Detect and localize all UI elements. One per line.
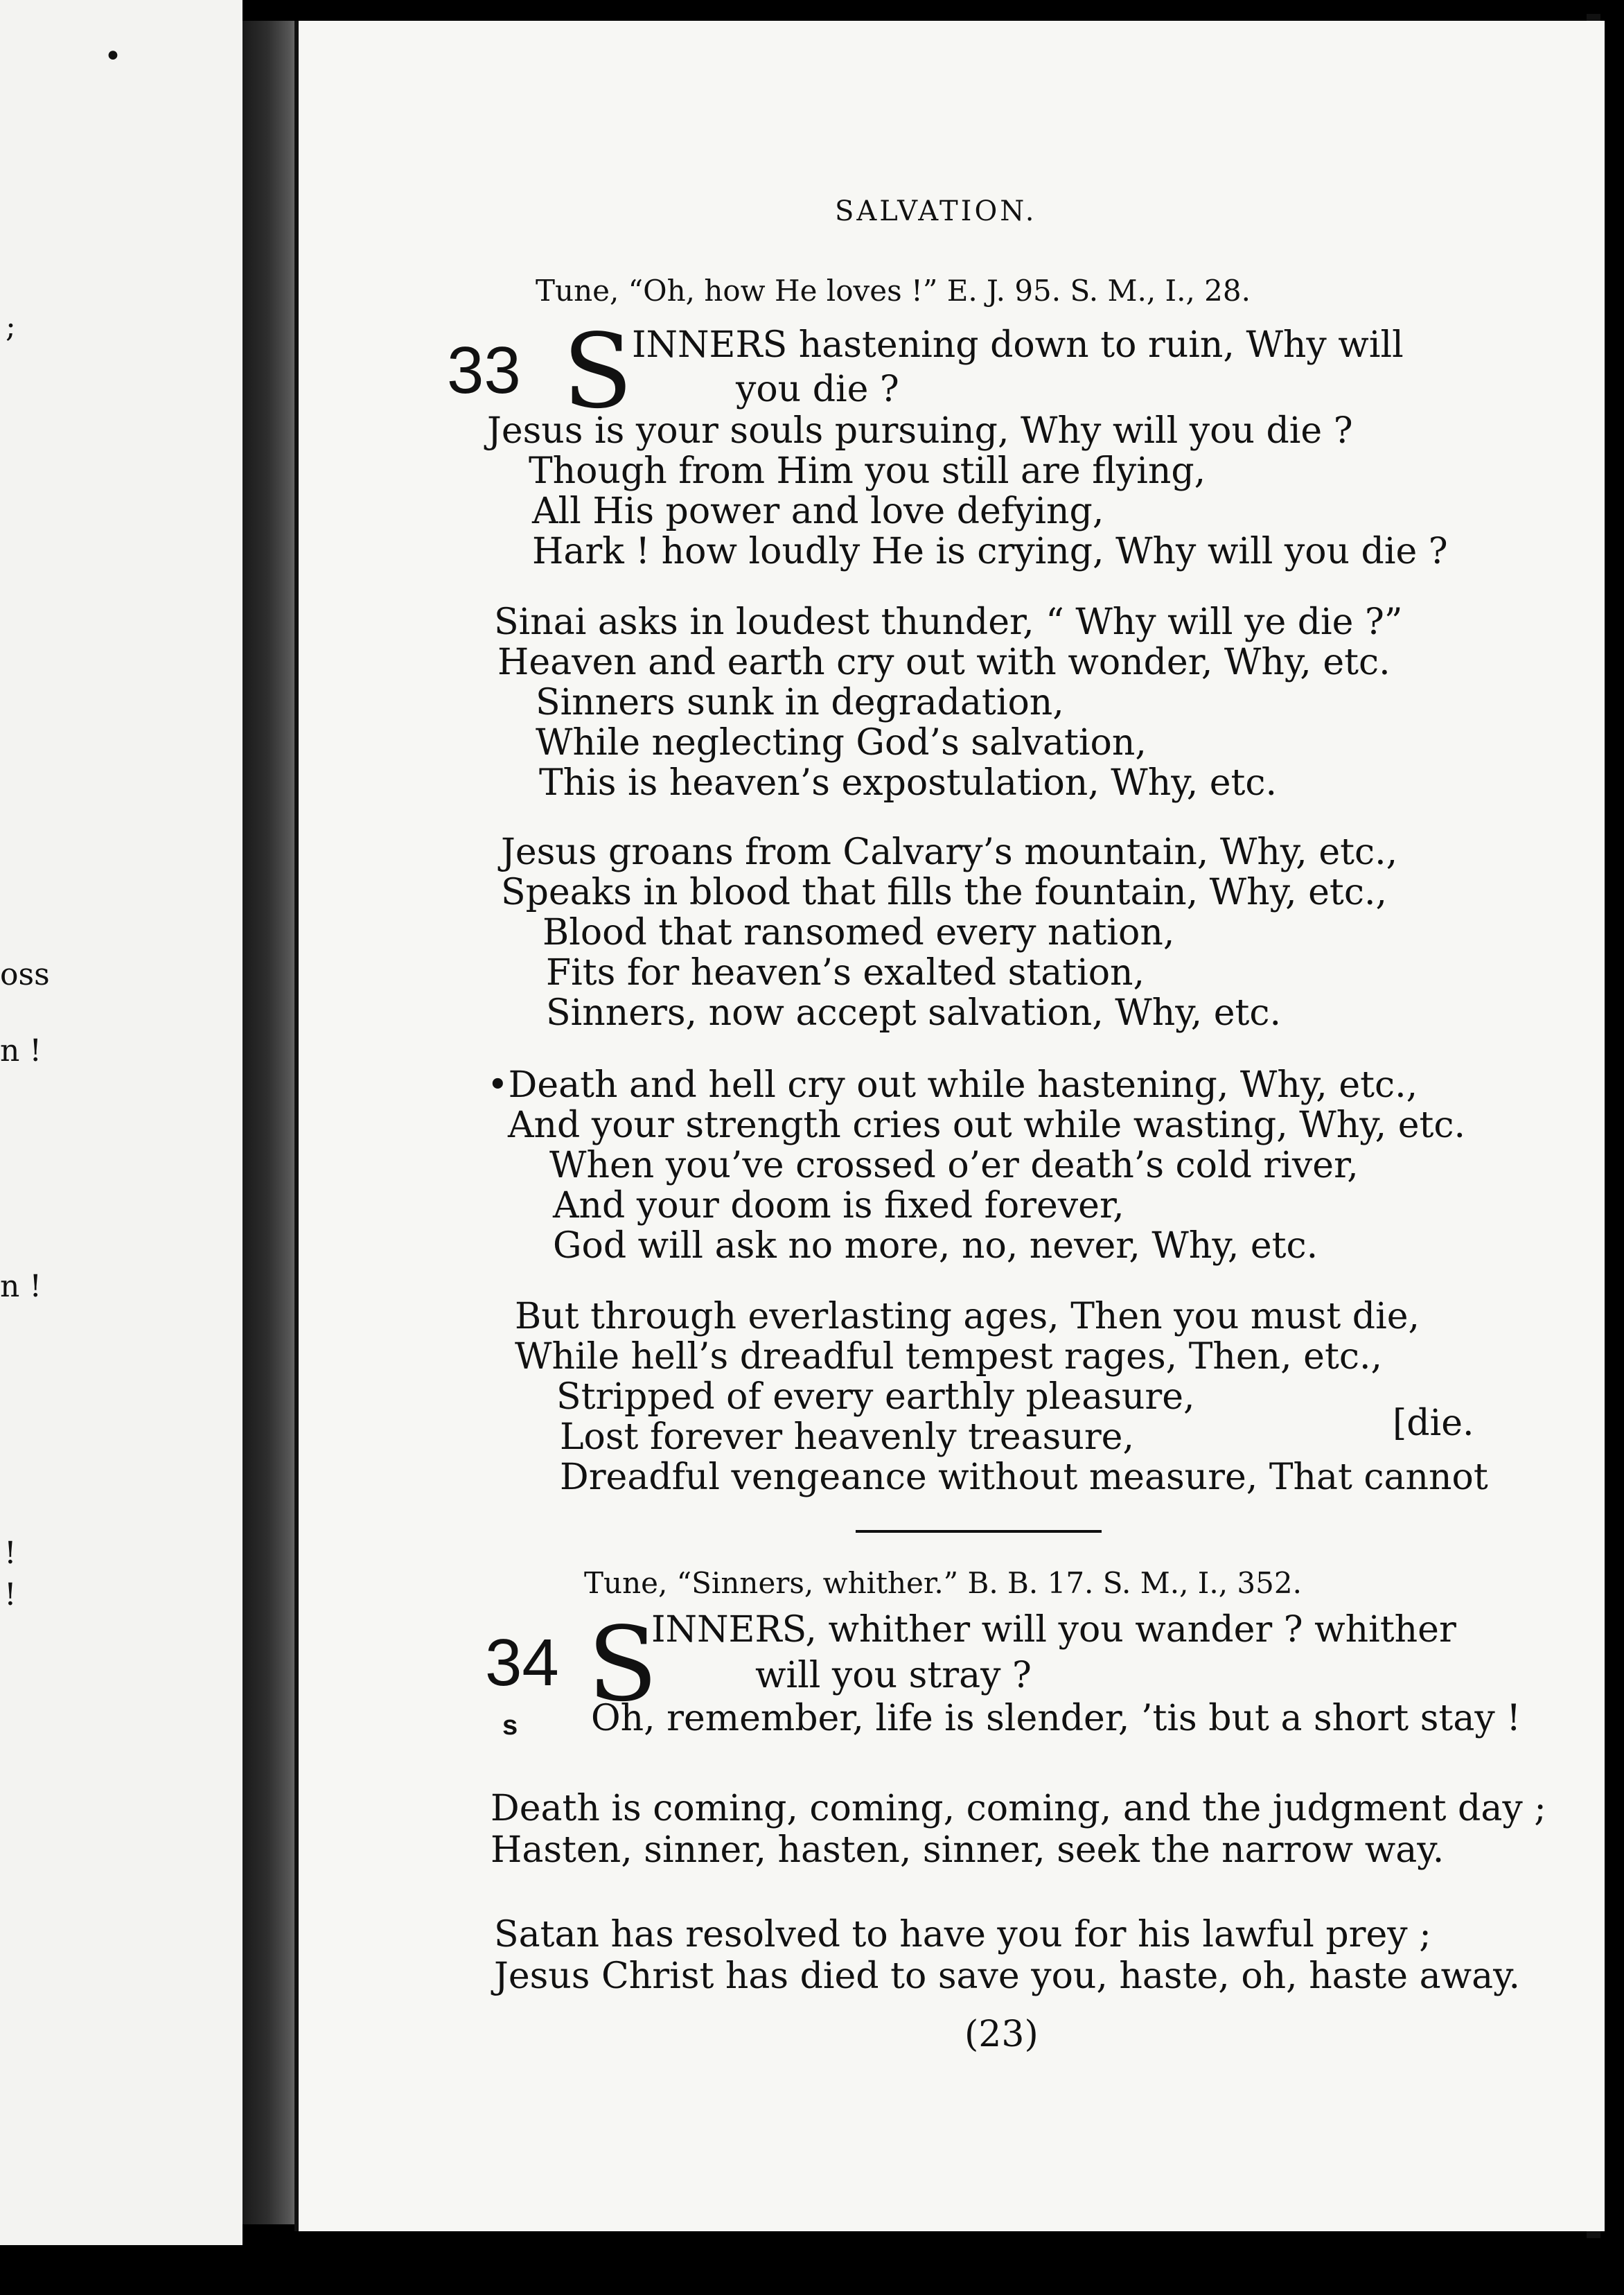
page-number: (23) — [964, 2014, 1039, 2055]
hymn-33-line: Heaven and earth cry out with wonder, Why, etc. — [497, 642, 1391, 683]
hymn-34-first-line-cont: will you stray ? — [755, 1655, 1032, 1696]
hymn-33-line: Stripped of every earthly pleasure, — [556, 1376, 1195, 1418]
left-page-fragment: n ! — [0, 1033, 42, 1069]
section-marker-s: s — [502, 1710, 518, 1741]
hymn-33-line: Dreadful vengeance without measure, That cannot — [560, 1457, 1488, 1498]
hymn-34-first-line: INNERS, whither will you wander ? whither — [651, 1609, 1456, 1651]
left-page-fragment: oss — [0, 957, 50, 992]
left-page-fragment: ; — [6, 309, 16, 344]
hymn-33-first-line-cont: you die ? — [736, 369, 899, 410]
left-page-fragment: n ! — [0, 1269, 42, 1304]
left-page-fragment: ! — [4, 1577, 17, 1612]
hymn-33-line: Fits for heaven’s exalted station, — [546, 952, 1145, 994]
hymn-33-line: Blood that ransomed every nation, — [542, 912, 1175, 953]
hymn-33-line: Sinners sunk in degradation, — [536, 682, 1064, 723]
hymn-33-line: Sinners, now accept salvation, Why, etc. — [546, 992, 1282, 1034]
hymn-34-line: Jesus Christ has died to save you, haste, oh, haste away. — [494, 1955, 1521, 1997]
hymn-33-line: While neglecting God’s salvation, — [536, 722, 1147, 764]
hymn-33-line: •Death and hell cry out while hastening, Why, etc., — [487, 1064, 1418, 1106]
hymn-33-line: Though from Him you still are flying, — [529, 450, 1206, 492]
hymn-33-line: When you’ve crossed o’er death’s cold river, — [549, 1145, 1359, 1186]
hymn-33-line-turnover: [die. — [1393, 1402, 1474, 1444]
hymn-number-33: 33 — [447, 333, 521, 407]
left-page-fragment: ! — [4, 1536, 17, 1571]
hymn-33-line: This is heaven’s expostulation, Why, etc. — [539, 762, 1278, 804]
hymn-33-line: Sinai asks in loudest thunder, “ Why will ye die ?” — [494, 601, 1403, 643]
hymn-33-line: God will ask no more, no, never, Why, etc. — [553, 1225, 1318, 1267]
hymn-33-line: Lost forever heavenly treasure, — [560, 1416, 1134, 1458]
hymn-33-line: And your doom is fixed forever, — [553, 1185, 1124, 1226]
left-facing-page — [0, 0, 242, 2245]
ink-dot: • — [104, 39, 122, 74]
hymn-number-34: 34 — [485, 1626, 559, 1700]
hymn-34-line: Satan has resolved to have you for his lawful prey ; — [494, 1914, 1431, 1955]
hymn-33-line: Hark ! how loudly He is crying, Why will you die ? — [532, 531, 1448, 572]
page-heading: SALVATION. — [835, 195, 1037, 227]
hymn-divider — [856, 1530, 1102, 1533]
hymn-33-line: Speaks in blood that fills the fountain, Why, etc., — [501, 872, 1388, 913]
hymn-34-line: Death is coming, coming, coming, and the judgment day ; — [491, 1788, 1546, 1829]
tune-line-34: Tune, “Sinners, whither.” B. B. 17. S. M., I., 352. — [584, 1566, 1302, 1600]
hymn-33-line: Jesus groans from Calvary’s mountain, Why, etc., — [501, 832, 1398, 873]
hymn-33-line: Jesus is your souls pursuing, Why will you die ? — [487, 410, 1353, 452]
hymn-34-line: Oh, remember, life is slender, ’tis but a short stay ! — [591, 1698, 1521, 1739]
hymn-33-line: And your strength cries out while wasting, Why, etc. — [508, 1105, 1466, 1146]
hymn-33-first-line: INNERS hastening down to ruin, Why will — [632, 324, 1404, 366]
tune-line-33: Tune, “Oh, how He loves !” E. J. 95. S. M., I., 28. — [536, 274, 1251, 308]
hymn-33-line: But through everlasting ages, Then you must die, — [515, 1296, 1420, 1337]
hymn-34-line: Hasten, sinner, hasten, sinner, seek the narrow way. — [491, 1829, 1445, 1871]
dropcap-34: S — [588, 1605, 658, 1724]
dropcap-33: S — [563, 312, 633, 431]
hymn-33-line: While hell’s dreadful tempest rages, Then, etc., — [515, 1336, 1383, 1378]
hymn-33-line: All His power and love defying, — [532, 491, 1104, 532]
